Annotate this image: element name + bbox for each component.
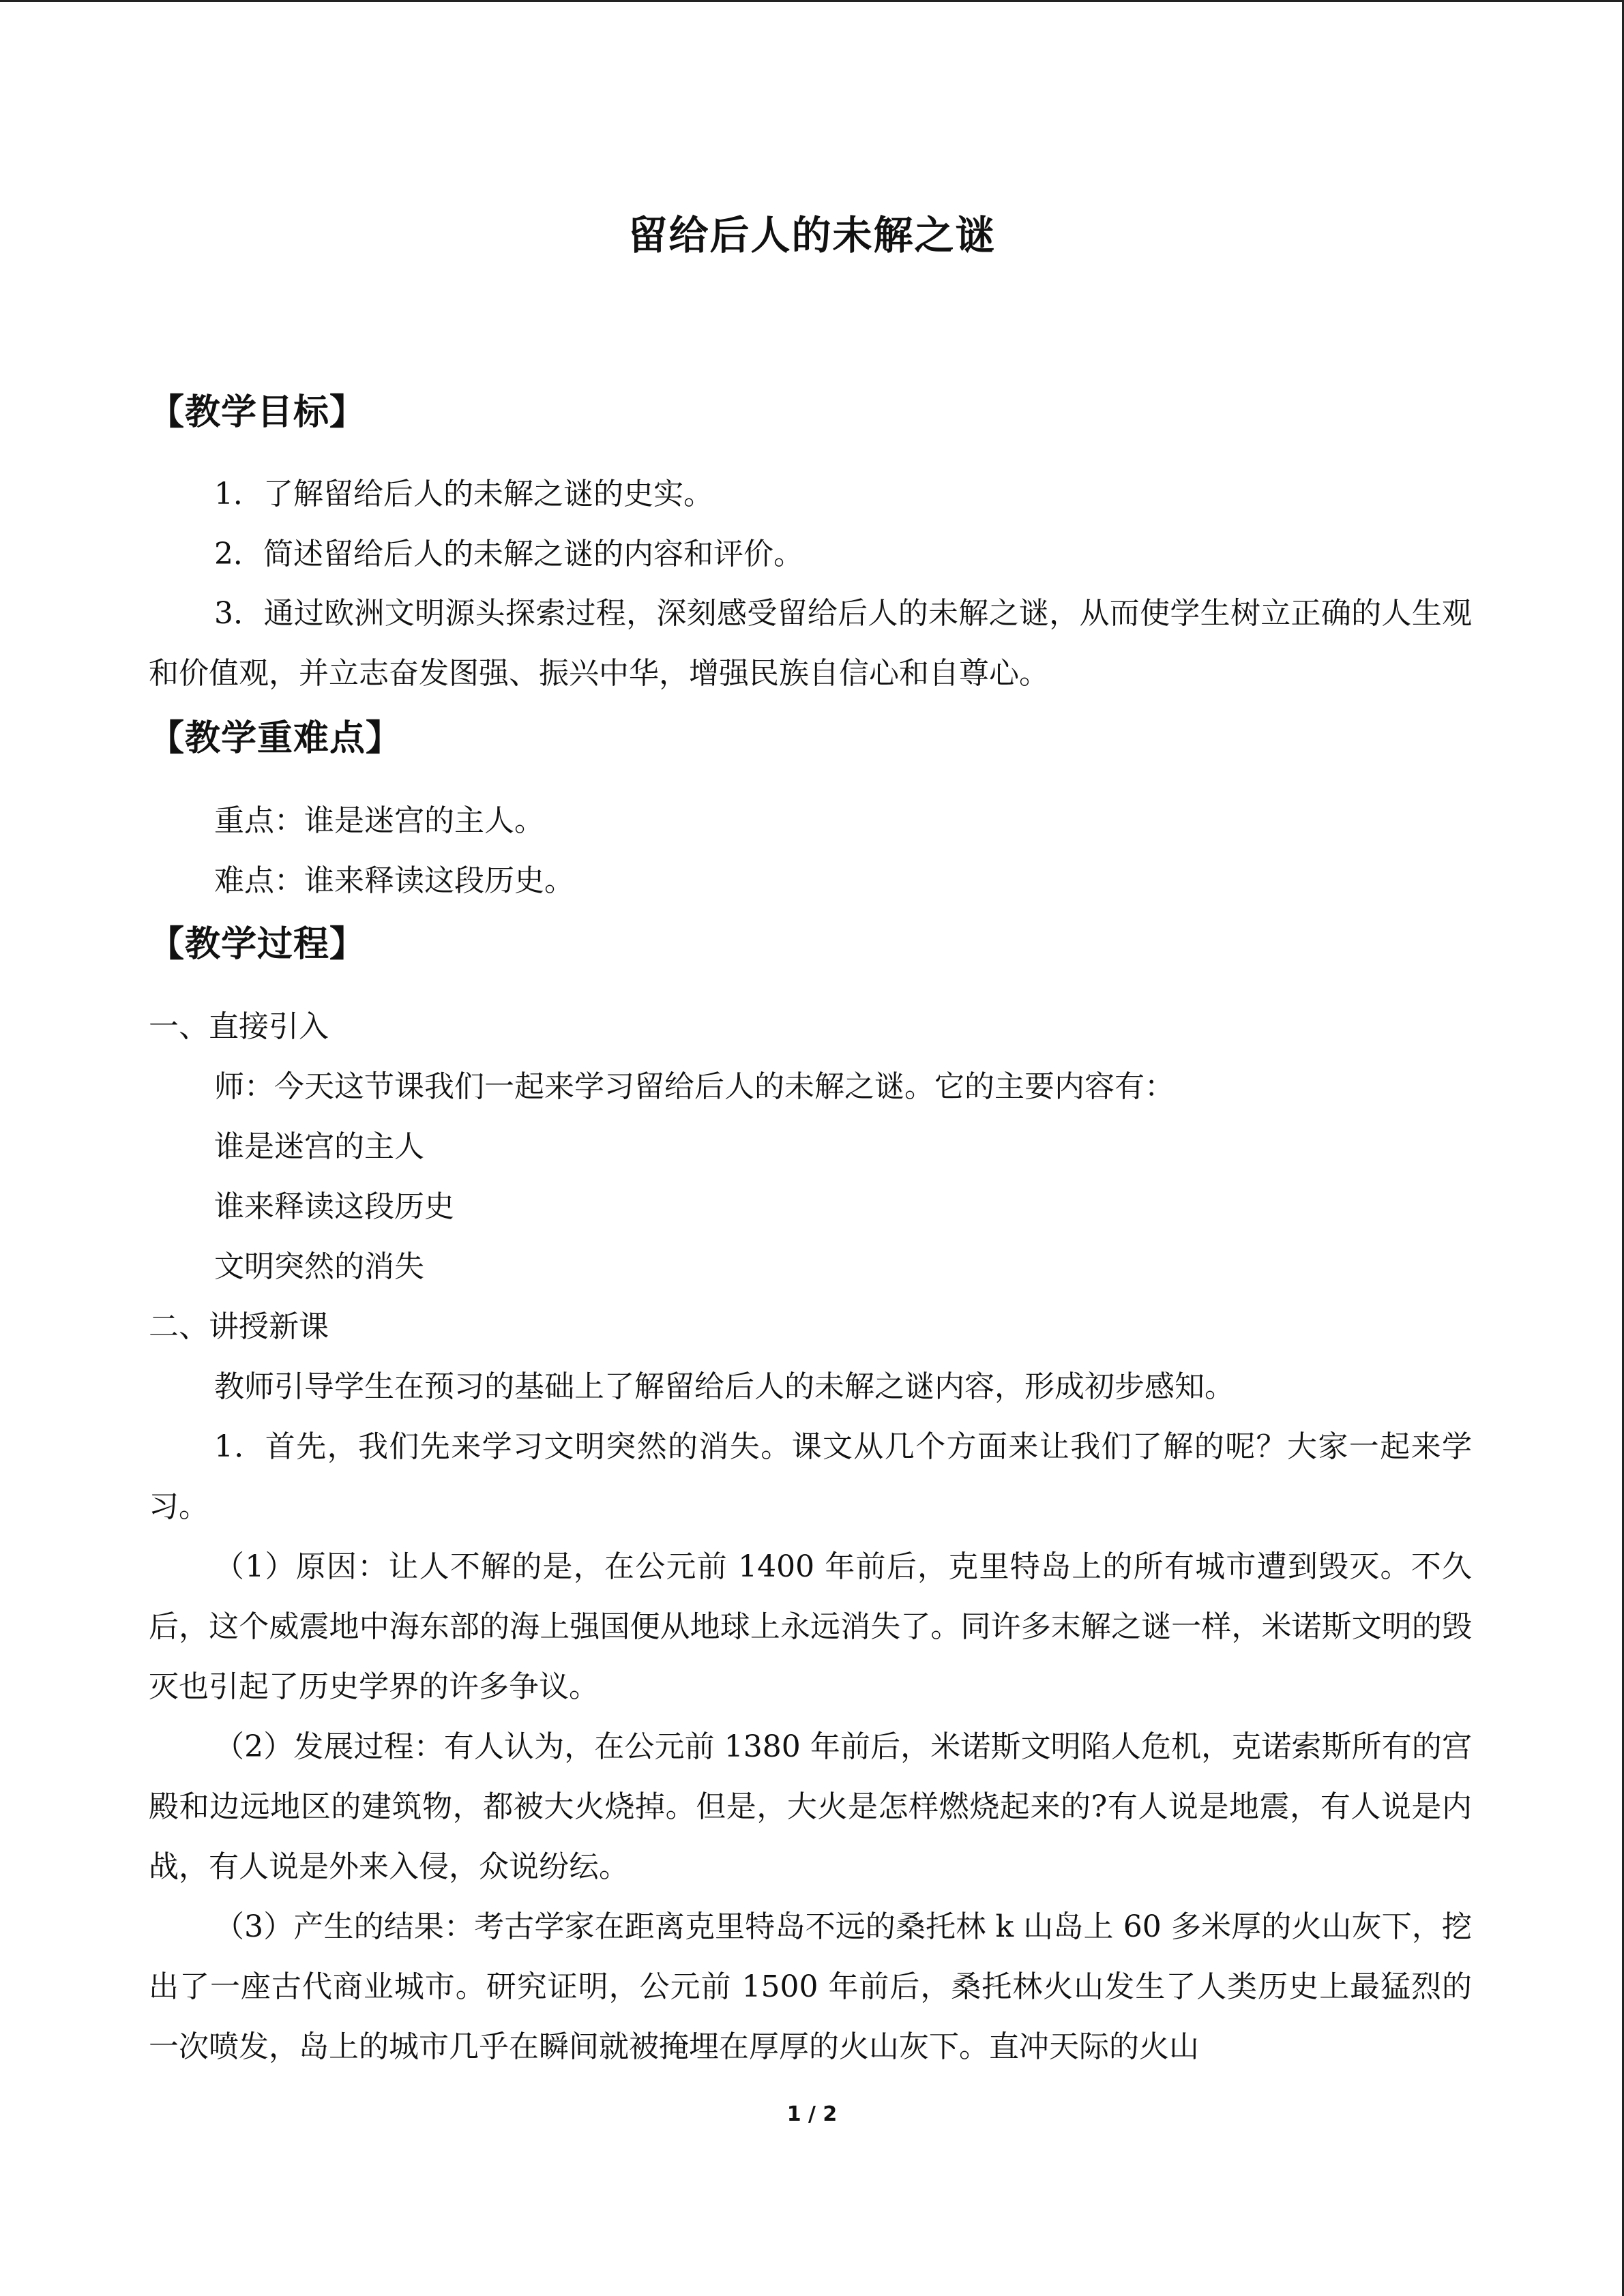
process-heading: 【教学过程】 xyxy=(149,924,366,965)
page-border-top xyxy=(0,0,1624,2)
objective-item-1: 1．了解留给后人的未解之谜的史实。 xyxy=(214,477,713,511)
part2-title: 二、讲授新课 xyxy=(149,1309,329,1344)
objective-item-3: 3．通过欧洲文明源头探索过程，深刻感受留给后人的未解之谜，从而使学生树立正确的人生观和价值观，并立志奋发图强、振兴中华，增强民族自信心和自尊心。 xyxy=(149,596,1472,691)
key-point-item-1: 重点：谁是迷宫的主人。 xyxy=(214,803,544,838)
objective-item-2: 2．简述留给后人的未解之谜的内容和评价。 xyxy=(214,537,803,571)
part2-paragraph-3: （2）发展过程：有人认为，在公元前 1380 年前后，米诺斯文明陷人危机，克诺索斯所有的宫殿和边远地区的建筑物，都被大火烧掉。但是，大火是怎样燃烧起来的?有人说是地震，有人说是内战，有人说是外来入侵，众说纷纭。 xyxy=(149,1729,1472,1884)
document-title: 留给后人的未解之谜 xyxy=(628,212,996,258)
part1-line-3: 谁来释读这段历史 xyxy=(214,1189,454,1224)
part1-line-2: 谁是迷宫的主人 xyxy=(214,1129,424,1164)
page-number: 1 / 2 xyxy=(786,2102,838,2126)
part2-paragraph-4: （3）产生的结果：考古学家在距离克里特岛不远的桑托林 k 山岛上 60 多米厚的火山灰下，挖出了一座古代商业城市。研究证明，公元前 1500 年前后，桑托林火山发生了人类历史上最猛烈的一次喷发，岛上的城市几乎在瞬间就被掩埋在厚厚的火山灰下。直冲天际的火山 xyxy=(149,1909,1472,2064)
objectives-heading: 【教学目标】 xyxy=(149,392,366,433)
part1-title: 一、直接引入 xyxy=(149,1009,329,1044)
key-point-item-2: 难点：谁来释读这段历史。 xyxy=(214,863,574,898)
part1-line-4: 文明突然的消失 xyxy=(214,1249,424,1284)
part2-intro: 教师引导学生在预习的基础上了解留给后人的未解之谜内容，形成初步感知。 xyxy=(214,1369,1235,1404)
part2-paragraph-1: 1．首先，我们先来学习文明突然的消失。课文从几个方面来让我们了解的呢？大家一起来学习。 xyxy=(149,1429,1472,1524)
part2-paragraph-2: （1）原因：让人不解的是，在公元前 1400 年前后，克里特岛上的所有城市遭到毁灭。不久后，这个威震地中海东部的海上强国便从地球上永远消失了。同许多末解之谜一样，米诺斯文明的毁灭也引起了历史学界的许多争议。 xyxy=(149,1549,1472,1704)
key-points-heading: 【教学重难点】 xyxy=(149,718,402,759)
part1-line-1: 师：今天这节课我们一起来学习留给后人的未解之谜。它的主要内容有： xyxy=(214,1069,1175,1104)
